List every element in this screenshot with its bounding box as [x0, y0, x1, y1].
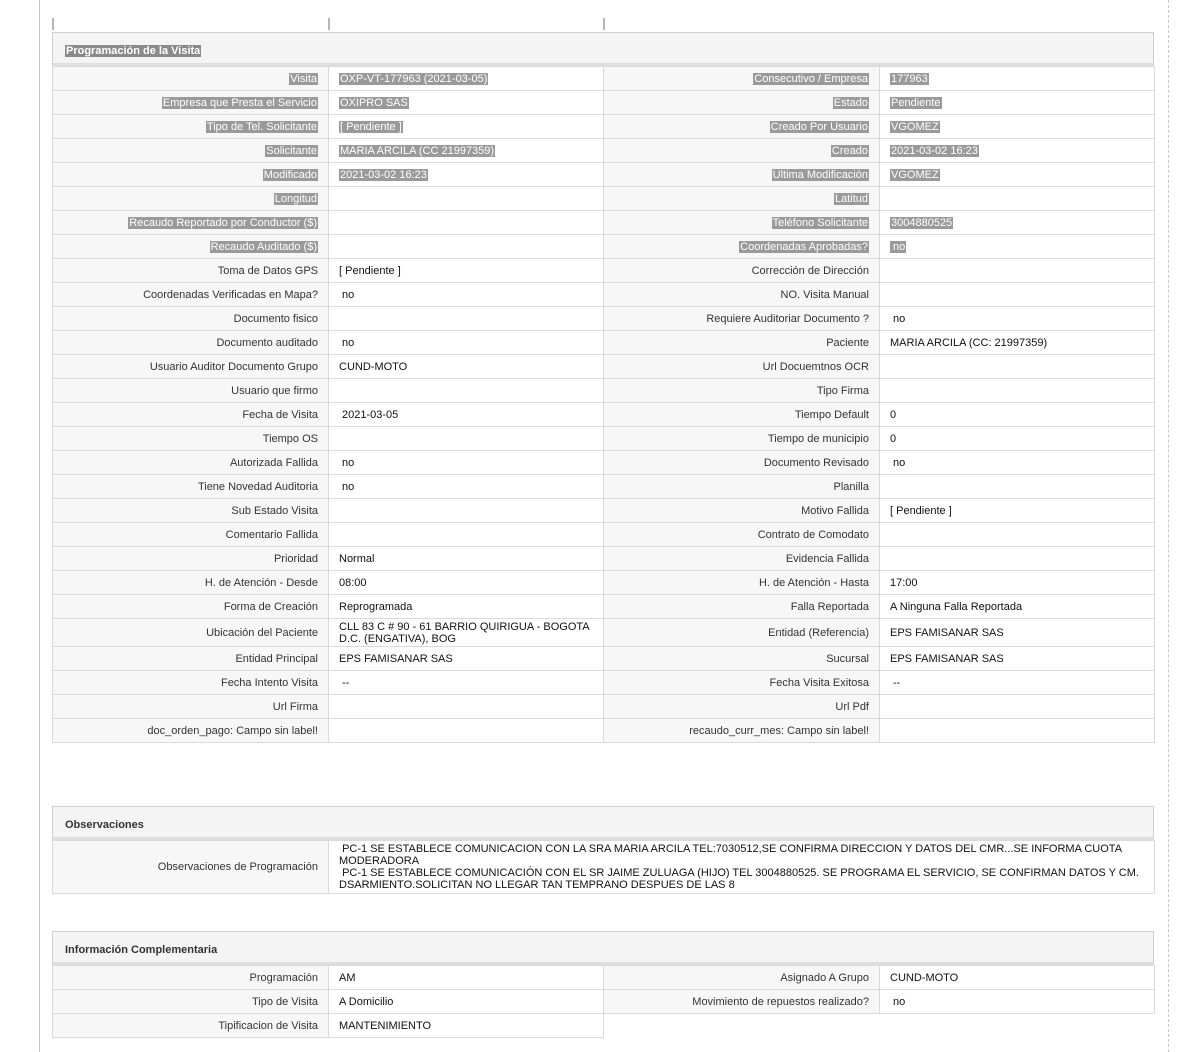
field-label	[604, 259, 880, 283]
field-label	[53, 671, 329, 695]
field-value-text: no	[342, 456, 355, 469]
field-label-text: Paciente	[826, 336, 869, 349]
field-value	[329, 307, 604, 331]
field-value	[880, 499, 1155, 523]
table-row	[53, 695, 1155, 719]
field-label-text: doc_orden_pago: Campo sin label!	[147, 724, 318, 737]
field-label	[604, 403, 880, 427]
table-row	[53, 427, 1155, 451]
table-row	[53, 841, 1155, 894]
field-value	[329, 523, 604, 547]
field-label	[604, 547, 880, 571]
field-value-text: no	[893, 456, 906, 469]
field-label	[53, 571, 329, 595]
field-label-text: Usuario que firmo	[231, 384, 318, 397]
field-label	[53, 451, 329, 475]
field-value-text: [ Pendiente ]	[339, 264, 401, 277]
field-label-text: Fecha Intento Visita	[220, 676, 318, 689]
field-value	[329, 427, 604, 451]
section-header	[52, 931, 1154, 965]
field-label-text: Programación	[249, 971, 318, 984]
field-value	[329, 187, 604, 211]
field-value	[329, 647, 604, 671]
field-value-text: EPS FAMISANAR SAS	[890, 626, 1004, 639]
field-label-text: Usuario Auditor Documento Grupo	[149, 360, 318, 373]
programacion-table	[52, 66, 1155, 743]
field-label-text: Tipo de Visita	[251, 995, 318, 1008]
table-row	[53, 547, 1155, 571]
field-label-text: Forma de Creación	[223, 600, 318, 613]
field-label	[53, 523, 329, 547]
table-row	[53, 235, 1155, 259]
empty-cell	[604, 1014, 880, 1038]
section-observaciones	[52, 806, 1154, 894]
field-value-text: [ Pendiente ]	[340, 120, 402, 133]
field-label-text: Url Docuemtnos OCR	[762, 360, 869, 373]
field-label	[53, 379, 329, 403]
field-label	[53, 355, 329, 379]
field-label	[53, 499, 329, 523]
field-value	[880, 163, 1155, 187]
section-header	[52, 32, 1154, 66]
field-value	[880, 671, 1155, 695]
field-label-text: Consecutivo / Empresa	[754, 72, 868, 85]
field-label-text: Tiene Novedad Auditoria	[197, 480, 318, 493]
table-row	[53, 595, 1155, 619]
field-label-text: Tiempo de municipio	[767, 432, 869, 445]
field-value-text: [ Pendiente ]	[890, 504, 952, 517]
field-value	[329, 211, 604, 235]
field-value-text: 0	[890, 432, 897, 445]
table-row	[53, 403, 1155, 427]
field-label-text: Asignado A Grupo	[780, 971, 869, 984]
field-label-text: Modificado	[263, 168, 317, 181]
field-value-text: A Ninguna Falla Reportada	[890, 600, 1023, 613]
field-value	[880, 966, 1155, 990]
field-value-text: CLL 83 C # 90 - 61 BARRIO QUIRIGUA - BOGOTA D.C. (ENGATIVA), BOG	[339, 620, 590, 645]
field-value	[880, 235, 1155, 259]
field-value-text: MARIA ARCILA (CC: 21997359)	[890, 336, 1048, 349]
field-label-text: Documento Revisado	[763, 456, 869, 469]
field-label	[604, 115, 880, 139]
field-value-text: OXIPRO SAS	[340, 96, 408, 109]
field-value-text: 2021-03-02 16:23	[891, 144, 978, 157]
field-value-text: Normal	[339, 552, 375, 565]
complementaria-table	[52, 965, 1155, 1038]
field-label-text: Longitud	[274, 192, 317, 205]
field-value	[329, 1014, 604, 1038]
field-value	[329, 595, 604, 619]
field-label-text: Documento fisico	[233, 312, 318, 325]
field-label-text: Corrección de Dirección	[751, 264, 869, 277]
field-label-text: Creado	[831, 144, 868, 157]
field-label-text: Fecha de Visita	[242, 408, 318, 421]
field-label-text: Falla Reportada	[790, 600, 869, 613]
field-label-text: Url Pdf	[835, 700, 869, 713]
field-value	[329, 619, 604, 647]
field-label-text: Motivo Fallida	[801, 504, 869, 517]
field-value	[329, 355, 604, 379]
field-value	[329, 499, 604, 523]
field-value-text: Reprogramada	[339, 600, 413, 613]
field-value-text: AM	[339, 971, 356, 984]
field-label	[604, 235, 880, 259]
field-value	[329, 403, 604, 427]
field-label-text: Creado Por Usuario	[770, 120, 868, 133]
field-label	[53, 719, 329, 743]
field-label	[53, 647, 329, 671]
field-value-text: MARIA ARCILA (CC 21997359)	[340, 144, 495, 157]
field-label	[53, 547, 329, 571]
field-label	[604, 307, 880, 331]
field-value-text: 2021-03-02 16:23	[340, 168, 427, 181]
field-label	[53, 595, 329, 619]
field-value	[329, 475, 604, 499]
field-label-text: H. de Atención - Hasta	[758, 576, 869, 589]
field-value-text: 17:00	[890, 576, 918, 589]
table-row	[53, 1014, 1155, 1038]
field-value	[880, 547, 1155, 571]
field-value-text: Pendiente	[891, 96, 941, 109]
field-label-text: Entidad (Referencia)	[768, 626, 869, 639]
section-programacion	[52, 32, 1154, 743]
field-value	[880, 571, 1155, 595]
section-title: Información Complementaria	[65, 944, 218, 956]
field-label-text: Tipificacion de Visita	[218, 1019, 318, 1032]
field-value	[329, 671, 604, 695]
table-row	[53, 719, 1155, 743]
field-value-text: no	[342, 288, 355, 301]
field-label-text: Entidad Principal	[235, 652, 318, 665]
field-value	[880, 619, 1155, 647]
observaciones-table	[52, 840, 1155, 894]
field-value	[329, 139, 604, 163]
field-label-text: Tipo Firma	[816, 384, 869, 397]
field-label-text: Prioridad	[273, 552, 318, 565]
field-label-text: Contrato de Comodato	[757, 528, 869, 541]
field-label	[604, 966, 880, 990]
field-label	[604, 355, 880, 379]
table-row	[53, 163, 1155, 187]
field-value	[880, 115, 1155, 139]
field-label-text: Coordenadas Aprobadas?	[740, 240, 868, 253]
section-complementaria	[52, 931, 1154, 1038]
field-value	[329, 331, 604, 355]
field-label	[53, 163, 329, 187]
empty-cell	[880, 1014, 1155, 1038]
field-label-text: Url Firma	[272, 700, 318, 713]
field-label-text: Teléfono Solicitante	[772, 216, 868, 229]
field-value	[880, 427, 1155, 451]
table-row	[53, 67, 1155, 91]
field-label	[53, 307, 329, 331]
column-resize-handle[interactable]	[328, 18, 330, 30]
table-row	[53, 571, 1155, 595]
field-label	[53, 67, 329, 91]
field-label-text: recaudo_curr_mes: Campo sin label!	[689, 724, 869, 737]
field-value-text: --	[893, 676, 901, 689]
field-value-text: no	[342, 480, 355, 493]
field-value	[880, 647, 1155, 671]
field-label	[53, 211, 329, 235]
field-value-text: EPS FAMISANAR SAS	[890, 652, 1004, 665]
field-label-text: Coordenadas Verificadas en Mapa?	[143, 288, 318, 301]
field-value-text: 0	[890, 408, 897, 421]
table-row	[53, 283, 1155, 307]
field-label-text: Documento auditado	[216, 336, 318, 349]
column-resize-handle[interactable]	[52, 18, 54, 30]
field-value	[329, 115, 604, 139]
table-row	[53, 259, 1155, 283]
field-value	[880, 91, 1155, 115]
field-label-text: Toma de Datos GPS	[217, 264, 318, 277]
field-label	[604, 619, 880, 647]
field-value	[880, 523, 1155, 547]
field-value	[329, 547, 604, 571]
field-label-text: Sucursal	[826, 652, 869, 665]
field-label-text: Requiere Auditoriar Documento ?	[706, 312, 869, 325]
field-label	[604, 719, 880, 743]
field-value-text: no	[342, 336, 355, 349]
field-label	[53, 427, 329, 451]
field-value	[880, 331, 1155, 355]
field-value-text: VGOMEZ	[891, 120, 939, 133]
field-label	[604, 523, 880, 547]
field-value	[880, 139, 1155, 163]
table-row	[53, 966, 1155, 990]
field-label-text: Planilla	[833, 480, 869, 493]
field-label: Observaciones de Programación	[53, 841, 329, 894]
field-label	[604, 283, 880, 307]
field-label-text: Ubicación del Paciente	[206, 626, 318, 639]
field-label	[53, 283, 329, 307]
field-value	[329, 379, 604, 403]
field-label	[604, 571, 880, 595]
field-label	[53, 475, 329, 499]
field-value	[880, 67, 1155, 91]
field-value	[880, 695, 1155, 719]
observaciones-value: PC-1 SE ESTABLECE COMUNICACION CON LA SRA MARIA ARCILA TEL:7030512,SE CONFIRMA DIRECCION Y DATOS DEL CMR...SE INFORMA CUOTA MODERADORA PC-1 SE ESTABLECE COMUNICACIÓN CON EL SR JAIME ZULUAGA (HIJO) TEL 3004880525. SE PROGRAMA EL SERVICIO, SE CONFIRMAN DATOS Y CM. DSARMIENTO.SOLICITAN NO LLEGAR TAN TEMPRANO DESPUES DE LAS 8	[329, 841, 1155, 894]
field-value	[329, 966, 604, 990]
field-value	[329, 283, 604, 307]
field-label-text: Comentario Fallida	[225, 528, 318, 541]
field-label	[604, 595, 880, 619]
table-row	[53, 187, 1155, 211]
field-value-text: 177963	[891, 72, 928, 85]
field-label-text: Estado	[833, 96, 868, 109]
field-label-text: Tiempo Default	[794, 408, 869, 421]
field-value	[880, 475, 1155, 499]
section-title: Observaciones	[65, 819, 144, 831]
field-value-text: no	[890, 241, 906, 253]
field-value-text: CUND-MOTO	[890, 971, 959, 984]
table-row	[53, 647, 1155, 671]
field-label-text: Autorizada Fallida	[229, 456, 318, 469]
field-value	[880, 595, 1155, 619]
field-label	[604, 427, 880, 451]
field-value-text: 08:00	[339, 576, 367, 589]
field-label	[53, 91, 329, 115]
field-value	[880, 283, 1155, 307]
page-left-border	[39, 0, 40, 1052]
field-label	[53, 966, 329, 990]
table-row	[53, 379, 1155, 403]
field-value	[880, 355, 1155, 379]
field-value	[329, 695, 604, 719]
field-value-text: 2021-03-05	[342, 408, 399, 421]
field-value	[880, 187, 1155, 211]
field-value	[329, 990, 604, 1014]
field-label	[604, 91, 880, 115]
field-label	[53, 259, 329, 283]
page-right-border	[1168, 0, 1169, 1052]
table-row	[53, 331, 1155, 355]
field-label-text: Sub Estado Visita	[231, 504, 318, 517]
field-label-text: Solicitante	[266, 144, 317, 157]
section-header	[52, 806, 1154, 840]
field-label-text: Empresa que Presta el Servicio	[162, 96, 317, 109]
field-label	[53, 115, 329, 139]
table-row	[53, 523, 1155, 547]
field-label	[53, 695, 329, 719]
field-value	[880, 990, 1155, 1014]
field-label	[604, 990, 880, 1014]
table-row	[53, 499, 1155, 523]
table-row	[53, 671, 1155, 695]
field-value	[880, 211, 1155, 235]
table-row	[53, 990, 1155, 1014]
field-value	[329, 67, 604, 91]
table-row	[53, 139, 1155, 163]
field-value	[880, 259, 1155, 283]
field-value-text: VGOMEZ	[891, 168, 939, 181]
field-value	[329, 163, 604, 187]
field-label	[604, 163, 880, 187]
field-label-text: Tiempo OS	[262, 432, 318, 445]
field-value	[329, 91, 604, 115]
field-value	[880, 719, 1155, 743]
field-value	[329, 571, 604, 595]
table-row	[53, 475, 1155, 499]
field-label-text: H. de Atención - Desde	[204, 576, 318, 589]
field-value-text: MANTENIMIENTO	[339, 1019, 432, 1032]
field-label	[53, 403, 329, 427]
field-label	[53, 235, 329, 259]
field-label	[53, 187, 329, 211]
field-label-text: Tipo de Tel. Solicitante	[206, 120, 317, 133]
field-value	[329, 451, 604, 475]
field-label	[53, 1014, 329, 1038]
field-label	[53, 331, 329, 355]
field-value	[880, 379, 1155, 403]
field-label-text: Recaudo Auditado ($)	[210, 240, 317, 253]
table-row	[53, 211, 1155, 235]
field-value	[329, 719, 604, 743]
field-label	[53, 139, 329, 163]
field-label	[604, 671, 880, 695]
field-label-text: Visita	[290, 72, 317, 85]
field-label	[604, 67, 880, 91]
section-title: Programación de la Visita	[66, 45, 201, 57]
field-label	[604, 647, 880, 671]
field-value-text: OXP-VT-177963 (2021-03-05)	[340, 72, 488, 85]
field-value-text: --	[342, 676, 350, 689]
field-label	[604, 139, 880, 163]
table-row	[53, 91, 1155, 115]
field-label	[604, 187, 880, 211]
table-row	[53, 115, 1155, 139]
table-row	[53, 307, 1155, 331]
field-label-text: NO. Visita Manual	[780, 288, 869, 301]
field-label	[604, 695, 880, 719]
field-label-text: Recaudo Reportado por Conductor ($)	[129, 216, 317, 229]
table-row	[53, 451, 1155, 475]
field-label-text: Fecha Visita Exitosa	[769, 676, 869, 689]
field-value	[880, 451, 1155, 475]
field-label	[53, 990, 329, 1014]
field-value-text: 3004880525	[891, 216, 953, 229]
field-value	[880, 307, 1155, 331]
field-value-text: no	[893, 995, 906, 1008]
table-row	[53, 619, 1155, 647]
field-label	[604, 475, 880, 499]
field-label	[604, 211, 880, 235]
field-value	[329, 259, 604, 283]
field-value-text: EPS FAMISANAR SAS	[339, 652, 453, 665]
field-label-text: Evidencia Fallida	[785, 552, 869, 565]
field-label	[604, 331, 880, 355]
field-label	[53, 619, 329, 647]
field-value-text: A Domicilio	[339, 995, 394, 1008]
table-row	[53, 355, 1155, 379]
field-label-text: Latitud	[834, 192, 868, 205]
field-label	[604, 379, 880, 403]
field-value-text: CUND-MOTO	[339, 360, 408, 373]
field-value	[880, 403, 1155, 427]
field-label-text: Ultima Modificación	[772, 168, 868, 181]
field-value-text: no	[893, 312, 906, 325]
column-resize-handle[interactable]	[603, 18, 605, 30]
field-label	[604, 451, 880, 475]
field-label-text: Movimiento de repuestos realizado?	[692, 995, 869, 1008]
field-value	[329, 235, 604, 259]
field-label	[604, 499, 880, 523]
